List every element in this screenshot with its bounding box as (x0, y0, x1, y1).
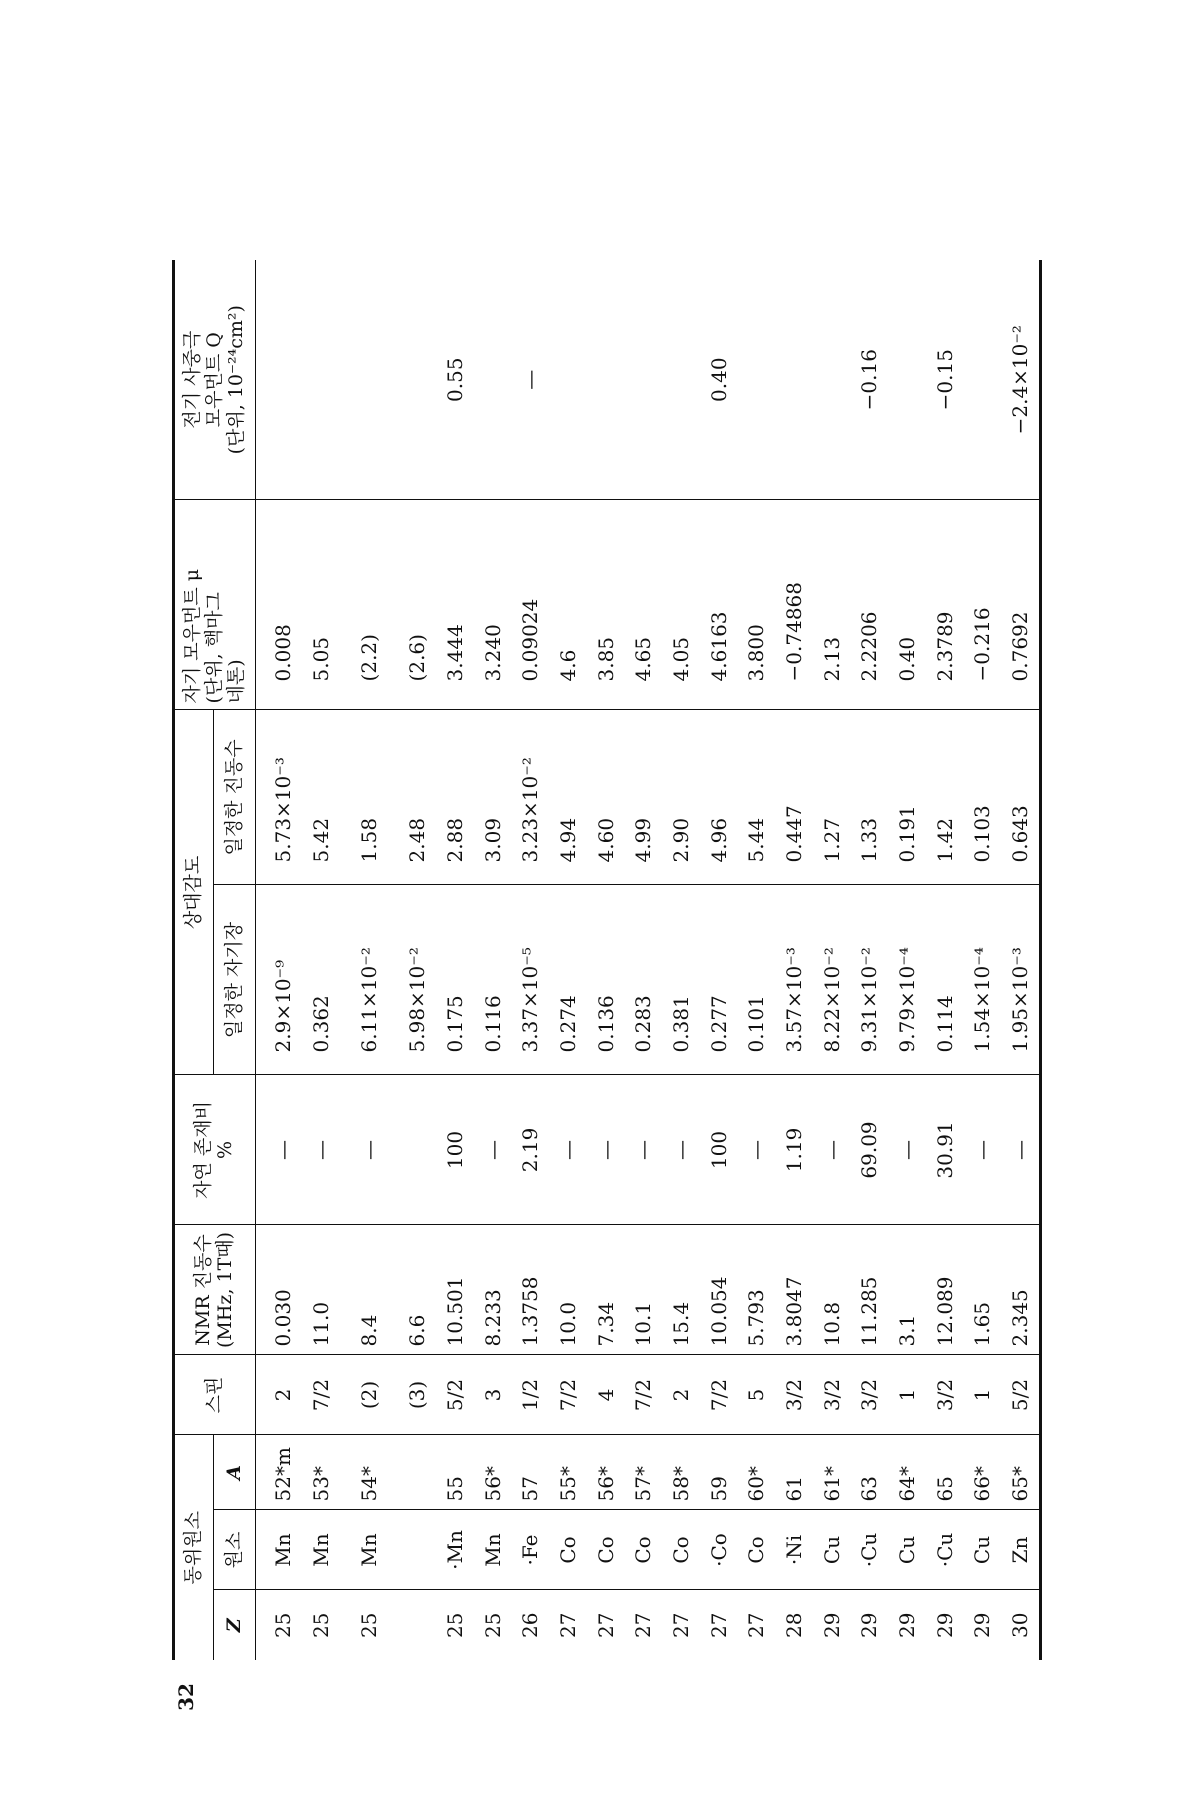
nmr-cell: 1.65 (963, 1225, 1001, 1355)
spin-cell: 2 (662, 1355, 700, 1435)
a-cell: 56* (474, 1435, 512, 1510)
isotope-table (172, 260, 1042, 1660)
header-spin: 스핀 (174, 1355, 256, 1435)
table-row (587, 260, 625, 1660)
element-cell: Mn (474, 1510, 512, 1590)
natural-cell: 100 (700, 1075, 738, 1225)
q-cell (474, 260, 512, 500)
mu-cell: 4.6163 (700, 500, 738, 710)
element-cell: Zn (1001, 1510, 1040, 1590)
spin-cell: 4 (587, 1355, 625, 1435)
element-cell: Mn (302, 1510, 340, 1590)
q-cell (256, 260, 303, 500)
mu-cell: 3.240 (474, 500, 512, 710)
z-cell (398, 1590, 436, 1660)
mu-cell: 2.3789 (926, 500, 964, 710)
spin-cell: 1 (963, 1355, 1001, 1435)
table-row (662, 260, 700, 1660)
header-rel-field: 일정한 자기장 (214, 885, 256, 1075)
header-q (174, 260, 256, 500)
table-row (888, 260, 926, 1660)
spin-cell: 3 (474, 1355, 512, 1435)
a-cell: 55 (436, 1435, 474, 1510)
rel-field-cell: 0.116 (474, 885, 512, 1075)
element-cell: Co (587, 1510, 625, 1590)
nmr-cell: 12.089 (926, 1225, 964, 1355)
header-isotope: 동위원소 (174, 1435, 214, 1660)
z-cell: 29 (888, 1590, 926, 1660)
nmr-cell: 15.4 (662, 1225, 700, 1355)
rel-field-cell: 3.37×10⁻⁵ (511, 885, 549, 1075)
spin-cell: 2 (256, 1355, 303, 1435)
a-cell: 54* (340, 1435, 399, 1510)
spin-cell: 1/2 (511, 1355, 549, 1435)
header-nmr-line2: (MHz, 1T때) (214, 1231, 236, 1348)
mu-cell: 2.13 (813, 500, 851, 710)
rel-field-cell: 5.98×10⁻² (398, 885, 436, 1075)
nmr-cell: 0.030 (256, 1225, 303, 1355)
q-cell: −0.16 (857, 349, 882, 411)
nmr-cell: 10.1 (624, 1225, 662, 1355)
z-cell: 25 (474, 1590, 512, 1660)
rel-field-cell: 9.79×10⁻⁴ (888, 885, 926, 1075)
mu-cell: (2.2) (340, 500, 399, 710)
mu-cell: 3.444 (436, 500, 474, 710)
spin-cell: 5/2 (1001, 1355, 1040, 1435)
spin-cell: 7/2 (624, 1355, 662, 1435)
mu-cell: 4.65 (624, 500, 662, 710)
element-cell: Mn (340, 1510, 399, 1590)
rel-field-cell: 0.136 (587, 885, 625, 1075)
q-cell (587, 260, 625, 500)
mu-cell: 3.85 (587, 500, 625, 710)
q-cell (662, 260, 700, 500)
natural-cell: — (813, 1075, 851, 1225)
nmr-cell: 3.1 (888, 1225, 926, 1355)
mu-cell: 0.008 (256, 500, 303, 710)
nmr-cell: 10.501 (436, 1225, 474, 1355)
q-cell (549, 260, 587, 500)
rel-field-cell: 0.381 (662, 885, 700, 1075)
rel-freq-cell: 2.88 (436, 710, 474, 885)
a-cell: 52*m (256, 1435, 303, 1510)
element-cell: Co (624, 1510, 662, 1590)
rel-field-cell: 8.22×10⁻² (813, 885, 851, 1075)
natural-cell: 69.09 (850, 1075, 888, 1225)
table-row (474, 260, 512, 1660)
q-cell: 0.40 (706, 357, 731, 402)
natural-cell: — (963, 1075, 1001, 1225)
element-cell: Co (549, 1510, 587, 1590)
rel-freq-cell: 5.73×10⁻³ (256, 710, 303, 885)
z-cell: 30 (1001, 1590, 1040, 1660)
a-cell: 57* (624, 1435, 662, 1510)
header-q-line2: 모우먼트 Q (203, 332, 226, 428)
z-cell: 27 (662, 1590, 700, 1660)
header-mu (174, 500, 256, 710)
nmr-cell: 10.8 (813, 1225, 851, 1355)
mu-cell: 2.2206 (850, 500, 888, 710)
rel-field-cell: 6.11×10⁻² (340, 885, 399, 1075)
q-cell: −0.15 (932, 349, 957, 411)
element-cell (398, 1510, 436, 1590)
element-cell: ·Co (700, 1510, 738, 1590)
rel-freq-cell: 3.23×10⁻² (511, 710, 549, 885)
rel-freq-cell: 1.33 (850, 710, 888, 885)
element-cell: ·Fe (511, 1510, 549, 1590)
q-cell (340, 260, 399, 500)
page-number: 32 (173, 1683, 198, 1711)
mu-cell: 0.09024 (511, 500, 549, 710)
nmr-cell: 11.0 (302, 1225, 340, 1355)
table-row (256, 260, 303, 1660)
rel-freq-cell: 4.60 (587, 710, 625, 885)
header-natural-line2: % (214, 1140, 236, 1159)
rel-freq-cell: 3.09 (474, 710, 512, 885)
spin-cell: 7/2 (700, 1355, 738, 1435)
a-cell: 61* (813, 1435, 851, 1510)
natural-cell: 1.19 (775, 1075, 813, 1225)
a-cell: 61 (775, 1435, 813, 1510)
z-cell: 27 (700, 1590, 738, 1660)
spin-cell: 3/2 (926, 1355, 964, 1435)
mu-cell: −0.74868 (775, 500, 813, 710)
table-row (813, 260, 851, 1660)
q-cell (737, 260, 775, 500)
q-cell: — (518, 369, 543, 390)
header-element: 원소 (214, 1510, 256, 1590)
header-a: A (214, 1435, 256, 1510)
a-cell: 65* (1001, 1435, 1040, 1510)
rel-freq-cell: 0.103 (963, 710, 1001, 885)
rel-field-cell: 9.31×10⁻² (850, 885, 888, 1075)
rel-freq-cell: 1.58 (340, 710, 399, 885)
table-row (775, 260, 813, 1660)
table-row (700, 260, 738, 1660)
mu-cell: 3.800 (737, 500, 775, 710)
element-cell: Co (662, 1510, 700, 1590)
q-cell: −2.4×10⁻² (1008, 325, 1033, 435)
rel-freq-cell: 0.447 (775, 710, 813, 885)
rotated-table-container (172, 260, 1042, 1660)
nmr-cell: 10.0 (549, 1225, 587, 1355)
rel-freq-cell: 0.191 (888, 710, 926, 885)
rel-field-cell: 0.283 (624, 885, 662, 1075)
q-cell: 0.55 (442, 357, 467, 402)
rel-field-cell: 0.114 (926, 885, 964, 1075)
table-row (302, 260, 340, 1660)
rel-field-cell: 0.101 (737, 885, 775, 1075)
q-cell (813, 260, 851, 500)
natural-cell: — (474, 1075, 512, 1225)
spin-cell: 3/2 (813, 1355, 851, 1435)
natural-cell: 30.91 (926, 1075, 964, 1225)
header-natural-line1: 자연 존재비 (192, 1101, 215, 1199)
nmr-cell: 8.233 (474, 1225, 512, 1355)
rel-field-cell: 0.175 (436, 885, 474, 1075)
q-cell (888, 260, 926, 500)
header-mu-line3: 네톤) (224, 659, 247, 704)
element-cell: Cu (888, 1510, 926, 1590)
element-cell: Mn (256, 1510, 303, 1590)
rel-field-cell: 2.9×10⁻⁹ (256, 885, 303, 1075)
nmr-cell: 2.345 (1001, 1225, 1040, 1355)
element-cell: ·Cu (850, 1510, 888, 1590)
z-cell: 29 (963, 1590, 1001, 1660)
table-row (511, 260, 549, 1660)
rel-freq-cell: 1.42 (926, 710, 964, 885)
rel-freq-cell: 2.48 (398, 710, 436, 885)
header-mu-line2: (단위, 핵마그 (203, 592, 226, 704)
z-cell: 27 (737, 1590, 775, 1660)
a-cell: 66* (963, 1435, 1001, 1510)
a-cell (398, 1435, 436, 1510)
q-cell (302, 260, 340, 500)
rel-field-cell: 0.277 (700, 885, 738, 1075)
natural-cell: — (340, 1075, 399, 1225)
element-cell: ·Ni (775, 1510, 813, 1590)
natural-cell: — (624, 1075, 662, 1225)
header-rel-freq: 일정한 진동수 (214, 710, 256, 885)
z-cell: 25 (302, 1590, 340, 1660)
a-cell: 53* (302, 1435, 340, 1510)
z-cell: 25 (256, 1590, 303, 1660)
spin-cell: 3/2 (775, 1355, 813, 1435)
nmr-cell: 6.6 (398, 1225, 436, 1355)
spin-cell: 7/2 (549, 1355, 587, 1435)
nmr-cell: 7.34 (587, 1225, 625, 1355)
natural-cell: 2.19 (511, 1075, 549, 1225)
z-cell: 25 (436, 1590, 474, 1660)
a-cell: 64* (888, 1435, 926, 1510)
rel-freq-cell: 5.44 (737, 710, 775, 885)
header-relsens: 상대감도 (174, 710, 214, 1075)
table-row (624, 260, 662, 1660)
header-natural (174, 1075, 256, 1225)
spin-cell: 5/2 (436, 1355, 474, 1435)
table-row (1001, 260, 1040, 1660)
natural-cell: — (662, 1075, 700, 1225)
rel-freq-cell: 1.27 (813, 710, 851, 885)
z-cell: 27 (624, 1590, 662, 1660)
spin-cell: 1 (888, 1355, 926, 1435)
mu-cell: 4.6 (549, 500, 587, 710)
table-row (398, 260, 436, 1660)
rel-freq-cell: 4.96 (700, 710, 738, 885)
table-row (963, 260, 1001, 1660)
header-q-line1: 전기 사중극 (181, 330, 204, 429)
z-cell: 26 (511, 1590, 549, 1660)
a-cell: 56* (587, 1435, 625, 1510)
element-cell: ·Cu (926, 1510, 964, 1590)
natural-cell: — (302, 1075, 340, 1225)
a-cell: 63 (850, 1435, 888, 1510)
mu-cell: −0.216 (963, 500, 1001, 710)
nmr-cell: 5.793 (737, 1225, 775, 1355)
natural-cell: — (888, 1075, 926, 1225)
z-cell: 29 (850, 1590, 888, 1660)
table-row (549, 260, 587, 1660)
nmr-cell: 1.3758 (511, 1225, 549, 1355)
natural-cell: — (737, 1075, 775, 1225)
spin-cell: (3) (398, 1355, 436, 1435)
element-cell: Cu (813, 1510, 851, 1590)
header-mu-line1: 자기 모우먼트 μ (181, 568, 204, 704)
mu-cell: 0.40 (888, 500, 926, 710)
header-nmr (174, 1225, 256, 1355)
spin-cell: (2) (340, 1355, 399, 1435)
a-cell: 55* (549, 1435, 587, 1510)
rel-field-cell: 1.95×10⁻³ (1001, 885, 1040, 1075)
rel-freq-cell: 0.643 (1001, 710, 1040, 885)
table-row (340, 260, 399, 1660)
spin-cell: 7/2 (302, 1355, 340, 1435)
natural-cell (398, 1075, 436, 1225)
table-header (174, 260, 256, 1660)
header-z: Z (214, 1590, 256, 1660)
nmr-cell: 3.8047 (775, 1225, 813, 1355)
element-cell: ·Mn (436, 1510, 474, 1590)
z-cell: 28 (775, 1590, 813, 1660)
element-cell: Co (737, 1510, 775, 1590)
element-cell: Cu (963, 1510, 1001, 1590)
nmr-cell: 11.285 (850, 1225, 888, 1355)
natural-cell: 100 (436, 1075, 474, 1225)
z-cell: 27 (549, 1590, 587, 1660)
rel-freq-cell: 5.42 (302, 710, 340, 885)
natural-cell: — (587, 1075, 625, 1225)
rel-field-cell: 0.362 (302, 885, 340, 1075)
table-row (850, 260, 888, 1660)
z-cell: 29 (926, 1590, 964, 1660)
header-q-line3: (단위, 10⁻²⁴cm²) (224, 305, 247, 455)
rel-field-cell: 0.274 (549, 885, 587, 1075)
q-cell (775, 260, 813, 500)
rel-freq-cell: 4.99 (624, 710, 662, 885)
rel-field-cell: 3.57×10⁻³ (775, 885, 813, 1075)
table-row (737, 260, 775, 1660)
natural-cell: — (549, 1075, 587, 1225)
mu-cell: 5.05 (302, 500, 340, 710)
q-cell (398, 260, 436, 500)
rel-field-cell: 1.54×10⁻⁴ (963, 885, 1001, 1075)
a-cell: 65 (926, 1435, 964, 1510)
header-nmr-line1: NMR 진동수 (192, 1234, 215, 1346)
a-cell: 57 (511, 1435, 549, 1510)
z-cell: 25 (340, 1590, 399, 1660)
z-cell: 27 (587, 1590, 625, 1660)
q-cell (624, 260, 662, 500)
a-cell: 60* (737, 1435, 775, 1510)
spin-cell: 5 (737, 1355, 775, 1435)
table-row (926, 260, 964, 1660)
z-cell: 29 (813, 1590, 851, 1660)
mu-cell: 4.05 (662, 500, 700, 710)
natural-cell: — (1001, 1075, 1040, 1225)
q-cell (963, 260, 1001, 500)
natural-cell: — (256, 1075, 303, 1225)
a-cell: 58* (662, 1435, 700, 1510)
rel-freq-cell: 2.90 (662, 710, 700, 885)
table-row (436, 260, 474, 1660)
spin-cell: 3/2 (850, 1355, 888, 1435)
table-body (256, 260, 1041, 1660)
mu-cell: 0.7692 (1001, 500, 1040, 710)
nmr-cell: 8.4 (340, 1225, 399, 1355)
a-cell: 59 (700, 1435, 738, 1510)
mu-cell: (2.6) (398, 500, 436, 710)
nmr-cell: 10.054 (700, 1225, 738, 1355)
rel-freq-cell: 4.94 (549, 710, 587, 885)
